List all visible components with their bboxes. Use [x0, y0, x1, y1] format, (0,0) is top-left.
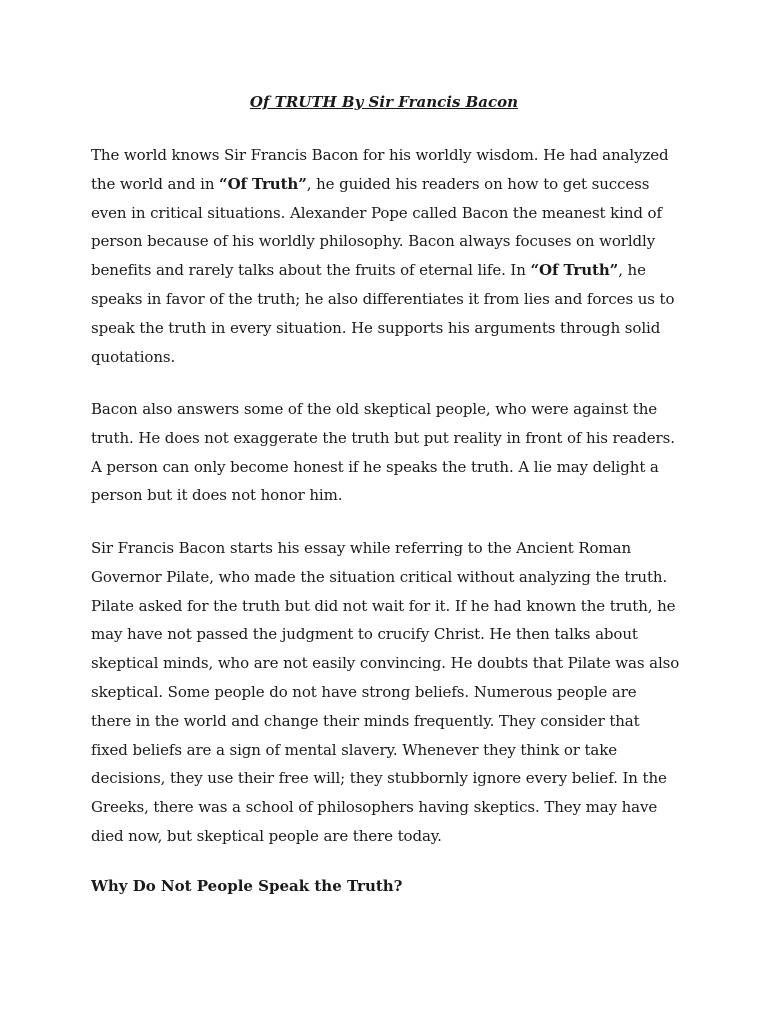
- paragraph-text: , he speaks in favor of the truth; he also differentiates it from lies and forces us to speak the truth in every situation. He supports his arguments through solid quotations.: [91, 261, 675, 366]
- bold-essay-title: “Of Truth”: [219, 174, 307, 193]
- paragraph-text: , he guided his readers on how to get success even in critical situations. Alexander Pope called Bacon the meanest kind of person because of his worldly philosophy. Bacon always focuses on worldly benefits and rarely talks about the fruits of eternal life. In: [91, 174, 662, 280]
- section-heading: Why Do Not People Speak the Truth?: [91, 877, 403, 895]
- paragraph-pilate: Sir Francis Bacon starts his essay while referring to the Ancient Roman Governor Pilate, who made the situation critical without analyzing the truth. Pilate asked for the truth but did not wait for it. If he had known the truth, he may have not passed the judgment to crucify Christ. He then talks about skeptical minds, who are not easily convincing. He doubts that Pilate was also skeptical. Some people do not have strong beliefs. Numerous people are there in the world and change their minds frequently. They consider that fixed beliefs are a sign of mental slavery. Whenever they think or take decisions, they use their free will; they stubbornly ignore every belief. In the Greeks, there was a school of philosophers having skeptics. They may have died now, but skeptical people are there today.: [91, 539, 680, 845]
- paragraph-text: The world knows Sir Francis Bacon for his worldly wisdom. He had analyzed the world and in: [91, 146, 669, 193]
- paragraph-intro: [91, 141, 681, 371]
- bold-essay-title: “Of Truth”: [530, 261, 619, 280]
- paragraph-skeptics: Bacon also answers some of the old skeptical people, who were against the truth. He does not exaggerate the truth but put reality in front of his readers. A person can only become honest if he speaks the truth. A lie may delight a person but it does not honor him.: [91, 400, 675, 505]
- document-title: Of TRUTH By Sir Francis Bacon: [249, 93, 519, 111]
